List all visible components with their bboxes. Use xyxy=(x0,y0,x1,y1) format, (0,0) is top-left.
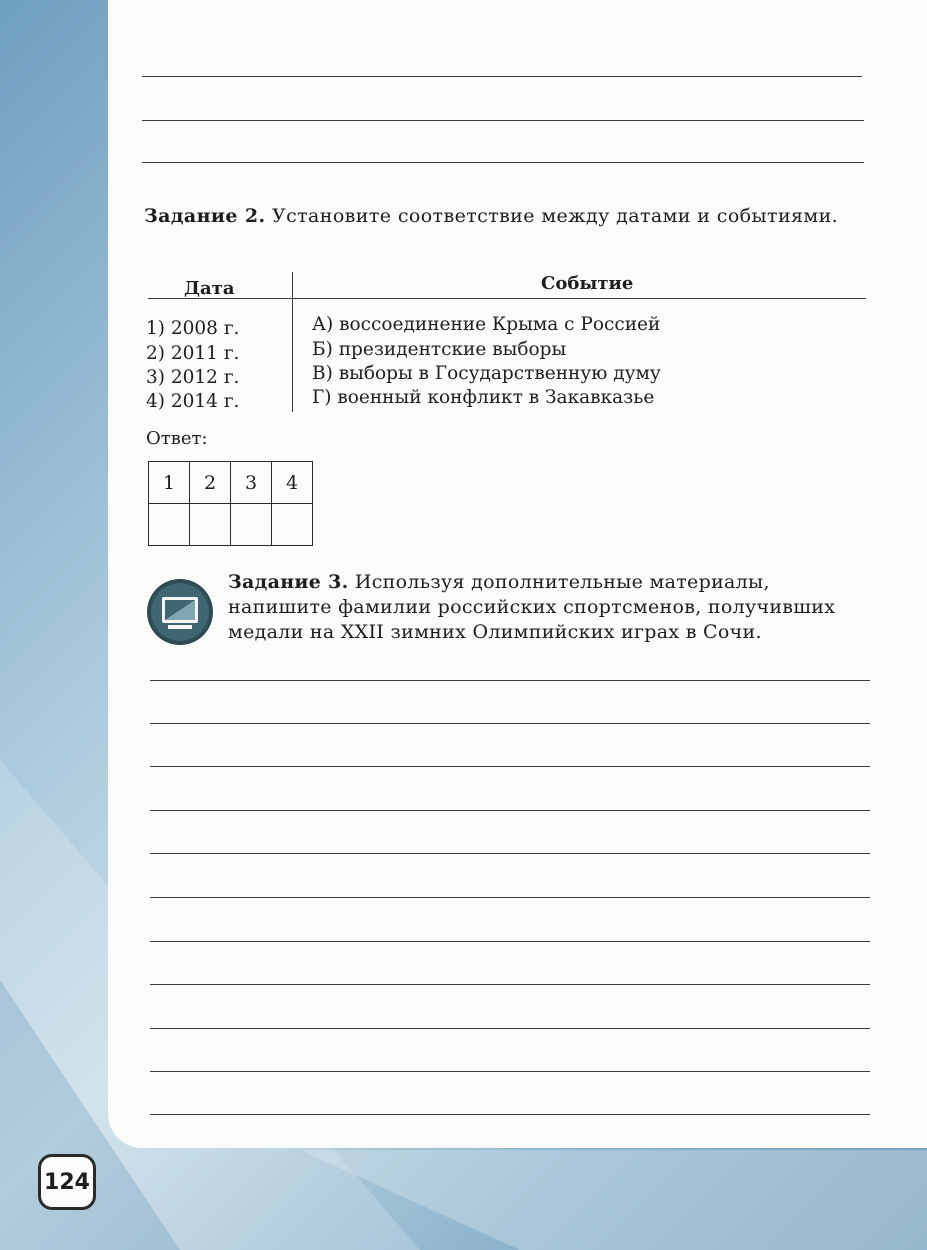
table-column-divider xyxy=(292,272,293,412)
task2-title xyxy=(144,204,866,229)
answer-input-cell[interactable] xyxy=(149,504,190,546)
answer-header-cell: 3 xyxy=(231,462,272,504)
writing-line xyxy=(150,766,870,767)
answer-header-cell: 2 xyxy=(190,462,231,504)
writing-line xyxy=(150,723,870,724)
writing-line xyxy=(150,1028,870,1029)
event-item: А) воссоединение Крыма с Россией xyxy=(312,314,661,335)
writing-line xyxy=(150,853,870,854)
computer-icon xyxy=(146,578,214,646)
date-item: 1) 2008 г. xyxy=(146,318,240,339)
task3-body: Используя дополнительные материалы, напишите фамилии российских спортсменов, получивших медали на XXII зимних Олимпийских играх в Сочи. xyxy=(228,571,836,643)
answer-label: Ответ: xyxy=(146,428,208,449)
writing-line xyxy=(150,984,870,985)
date-item: 4) 2014 г. xyxy=(146,391,240,412)
writing-line xyxy=(150,680,870,681)
answer-table xyxy=(148,461,313,546)
writing-line xyxy=(142,162,864,163)
task2-label: Задание 2. xyxy=(144,205,266,227)
header-event: Событие xyxy=(541,273,634,294)
event-item: В) выборы в Государственную думу xyxy=(312,363,661,384)
writing-line xyxy=(150,1114,870,1115)
date-item: 3) 2012 г. xyxy=(146,367,240,388)
task3-text xyxy=(228,570,868,645)
writing-line xyxy=(142,76,862,77)
writing-line xyxy=(150,810,870,811)
writing-line xyxy=(150,897,870,898)
table-header-rule xyxy=(148,298,866,299)
date-item: 2) 2011 г. xyxy=(146,343,240,364)
answer-header-cell: 1 xyxy=(149,462,190,504)
header-date: Дата xyxy=(184,278,235,299)
page-number: 124 xyxy=(38,1154,96,1210)
task2-text: Установите соответствие между датами и событиями. xyxy=(265,205,839,227)
answer-input-cell[interactable] xyxy=(190,504,231,546)
answer-input-cell[interactable] xyxy=(272,504,313,546)
writing-line xyxy=(150,1071,870,1072)
task3-label: Задание 3. xyxy=(228,571,349,593)
writing-line xyxy=(142,120,864,121)
answer-input-cell[interactable] xyxy=(231,504,272,546)
answer-header-cell: 4 xyxy=(272,462,313,504)
writing-line xyxy=(150,941,870,942)
event-item: Б) президентские выборы xyxy=(312,339,567,360)
event-item: Г) военный конфликт в Закавказье xyxy=(312,387,655,408)
